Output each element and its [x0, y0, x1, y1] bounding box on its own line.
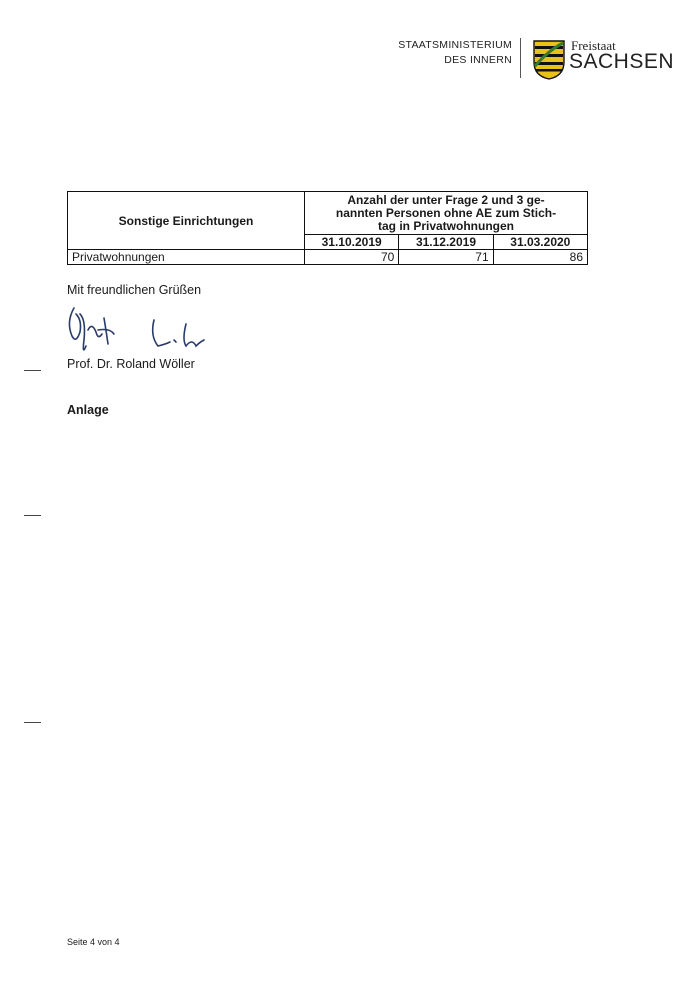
- date-header: 31.03.2020: [493, 235, 587, 250]
- fold-mark: [24, 722, 41, 723]
- row-label: Privatwohnungen: [68, 250, 305, 265]
- table-cell: 86: [493, 250, 587, 265]
- date-header: 31.10.2019: [305, 235, 399, 250]
- table-header-right: [305, 192, 588, 235]
- attachment-label: Anlage: [67, 403, 109, 417]
- ministry-line-2: DES INNERN: [444, 54, 512, 66]
- table-cell: 71: [399, 250, 493, 265]
- ministry-name: [398, 38, 512, 68]
- brand-freistaat: Freistaat: [571, 38, 616, 53]
- header-line: nannten Personen ohne AE zum Stich-: [335, 205, 557, 220]
- punch-mark: [24, 515, 41, 516]
- closing-greeting: Mit freundlichen Grüßen: [67, 283, 202, 297]
- statistics-table: [67, 191, 588, 265]
- saxony-coat-of-arms-icon: [533, 40, 565, 80]
- table-row: [68, 250, 588, 265]
- table-cell: 70: [305, 250, 399, 265]
- table-header-left: Sonstige Einrichtungen: [68, 192, 305, 250]
- header-line: tag in Privatwohnungen: [377, 218, 514, 233]
- brand-sachsen: SACHSEN: [569, 50, 675, 73]
- page-number: Seite 4 von 4: [67, 937, 120, 947]
- signer-name: Prof. Dr. Roland Wöller: [67, 357, 195, 371]
- ministry-line-1: STAATSMINISTERIUM: [398, 39, 512, 51]
- header-line: Anzahl der unter Frage 2 und 3 ge-: [347, 192, 545, 207]
- table-header-row: [68, 192, 588, 235]
- date-header: 31.12.2019: [399, 235, 493, 250]
- handwritten-signature: [62, 300, 222, 360]
- header-divider: [520, 38, 521, 78]
- fold-mark: [24, 370, 41, 371]
